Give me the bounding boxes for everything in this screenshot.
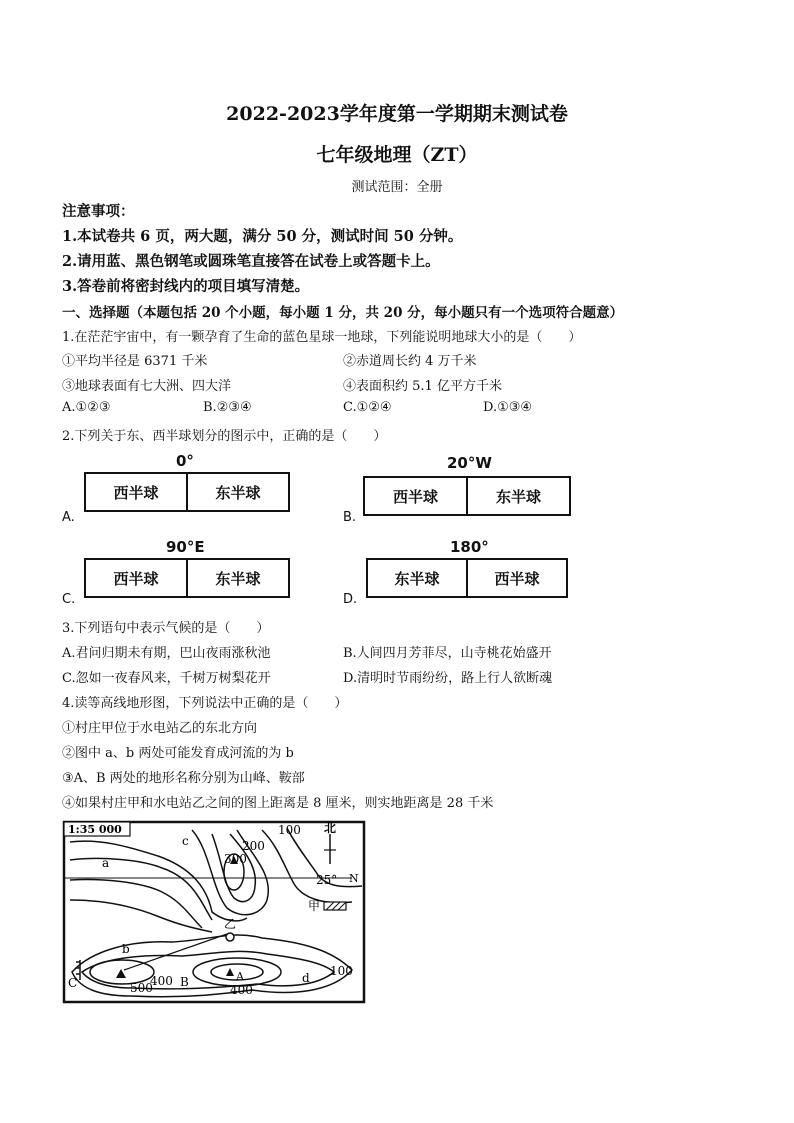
contour-label: 300 bbox=[224, 852, 247, 866]
station-label: 乙 bbox=[224, 917, 237, 931]
map-scale: 1:35 000 bbox=[68, 823, 122, 836]
hemisphere-right: 东半球 bbox=[186, 560, 288, 596]
section-heading: 一、选择题（本题包括 20 个小题，每小题 1 分，共 20 分，每小题只有一个选项符合题意） bbox=[62, 305, 624, 321]
hemisphere-box bbox=[366, 558, 568, 598]
page-subtitle: 七年级地理（ZT） bbox=[316, 144, 478, 166]
q1-statement-4: ④表面积约 5.1 亿平方千米 bbox=[343, 379, 502, 394]
point-label-a: a bbox=[102, 856, 110, 870]
q2-option-d-label[interactable]: D. bbox=[343, 592, 358, 607]
meridian-label: 0° bbox=[176, 452, 194, 470]
q3-option-a[interactable]: A.君问归期未有期，巴山夜雨涨秋池 bbox=[62, 646, 271, 661]
q1-option-d[interactable]: D.①③④ bbox=[483, 400, 533, 415]
q2-stem: 2.下列关于东、西半球划分的图示中，正确的是（ ） bbox=[62, 429, 387, 444]
q1-option-a[interactable]: A.①②③ bbox=[62, 400, 111, 415]
latitude-label: 25° bbox=[316, 873, 338, 887]
q1-option-c[interactable]: C.①②④ bbox=[343, 400, 392, 415]
q4-statement-2: ②图中 a、b 两处可能发育成河流的为 b bbox=[62, 746, 294, 761]
q2-option-b-diagram[interactable] bbox=[363, 452, 575, 522]
contour-map bbox=[62, 820, 368, 1006]
q1-option-b[interactable]: B.②③④ bbox=[203, 400, 252, 415]
hemisphere-box bbox=[84, 558, 290, 598]
contour-label: 400 bbox=[230, 983, 253, 997]
meridian-label: 90°E bbox=[166, 538, 205, 556]
q3-option-b[interactable]: B.人间四月芳菲尽，山寺桃花始盛开 bbox=[343, 646, 552, 661]
point-label-B: B bbox=[180, 975, 189, 989]
point-label-d: d bbox=[302, 971, 310, 985]
hemisphere-box bbox=[363, 476, 571, 516]
hemisphere-box bbox=[84, 472, 290, 512]
q2-option-a-diagram[interactable] bbox=[84, 450, 294, 520]
notes-heading: 注意事项： bbox=[62, 203, 135, 220]
hemisphere-right: 东半球 bbox=[186, 474, 288, 510]
hemisphere-left: 西半球 bbox=[113, 569, 159, 588]
q2-option-b-label[interactable]: B. bbox=[343, 510, 357, 525]
q1-statement-2: ②赤道周长约 4 万千米 bbox=[343, 354, 477, 369]
hemisphere-left: 西半球 bbox=[392, 487, 438, 506]
contour-label: 100 bbox=[330, 964, 353, 978]
point-label-c: c bbox=[182, 834, 189, 848]
q1-stem: 1.在茫茫宇宙中，有一颗孕育了生命的蓝色星球一地球，下列能说明地球大小的是（ ） bbox=[62, 330, 582, 345]
q2-option-d-diagram[interactable] bbox=[366, 536, 572, 606]
page-title: 2022-2023学年度第一学期期末测试卷 bbox=[226, 103, 568, 125]
q3-option-c[interactable]: C.忽如一夜春风来，千树万树梨花开 bbox=[62, 671, 271, 686]
n-label: N bbox=[349, 872, 359, 885]
village-label: 甲 bbox=[308, 899, 321, 913]
q1-statement-3: ③地球表面有七大洲、四大洋 bbox=[62, 379, 232, 394]
q4-statement-4: ④如果村庄甲和水电站乙之间的图上距离是 8 厘米，则实地距离是 28 千米 bbox=[62, 796, 494, 811]
test-range: 测试范围：全册 bbox=[351, 180, 443, 195]
meridian-label: 20°W bbox=[447, 454, 492, 472]
contour-label: 100 bbox=[278, 823, 301, 837]
contour-label: 200 bbox=[242, 839, 265, 853]
point-label-b: b bbox=[122, 942, 130, 956]
note-item: 2.请用蓝、黑色钢笔或圆珠笔直接答在试卷上或答题卡上。 bbox=[62, 253, 440, 270]
meridian-label: 180° bbox=[450, 538, 489, 556]
hemisphere-right: 西半球 bbox=[466, 560, 566, 596]
station-icon bbox=[226, 933, 234, 941]
q2-option-c-diagram[interactable] bbox=[84, 536, 294, 606]
note-item: 3.答卷前将密封线内的项目填写清楚。 bbox=[62, 278, 310, 295]
hemisphere-left: 东半球 bbox=[394, 569, 440, 588]
contour-label: 400 bbox=[150, 974, 173, 988]
q4-statement-3: ③A、B 两处的地形名称分别为山峰、鞍部 bbox=[62, 771, 305, 786]
q3-stem: 3.下列语句中表示气候的是（ ） bbox=[62, 621, 270, 636]
q2-option-a-label[interactable]: A. bbox=[62, 510, 75, 525]
q4-statement-1: ①村庄甲位于水电站乙的东北方向 bbox=[62, 721, 258, 736]
north-label: 北 bbox=[324, 821, 337, 835]
hemisphere-left: 西半球 bbox=[113, 483, 159, 502]
q4-stem: 4.读等高线地形图，下列说法中正确的是（ ） bbox=[62, 696, 348, 711]
q3-option-d[interactable]: D.清明时节雨纷纷，路上行人欲断魂 bbox=[343, 671, 553, 686]
contour-label: 500 bbox=[130, 981, 153, 995]
q1-statement-1: ①平均半径是 6371 千米 bbox=[62, 354, 208, 369]
point-label-A: A bbox=[236, 970, 244, 983]
hemisphere-right: 东半球 bbox=[466, 478, 569, 514]
q2-option-c-label[interactable]: C. bbox=[62, 592, 76, 607]
point-label-C: C bbox=[68, 976, 78, 990]
note-item: 1.本试卷共 6 页，两大题，满分 50 分，测试时间 50 分钟。 bbox=[62, 228, 463, 245]
